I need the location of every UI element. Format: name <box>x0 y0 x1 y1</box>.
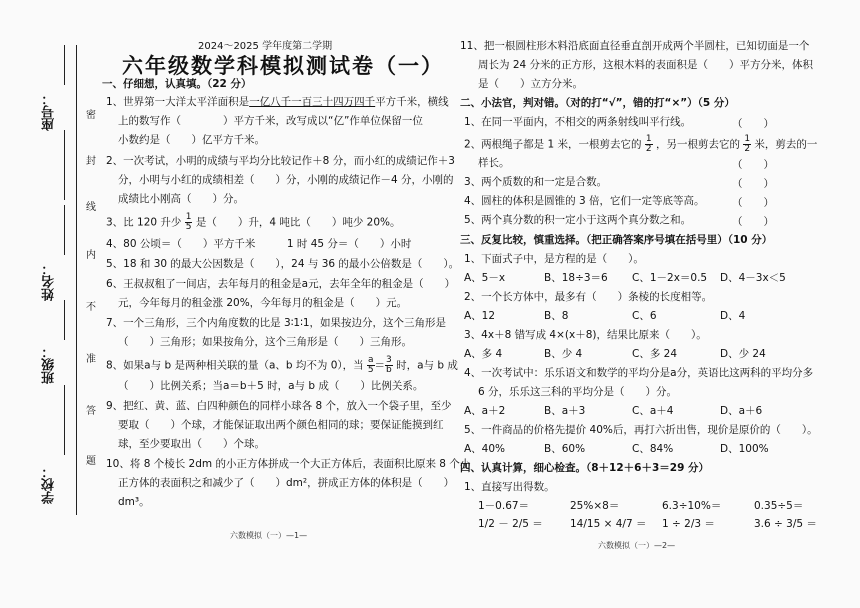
fraction-numerator: a <box>368 355 374 365</box>
calc-row-2 <box>478 518 817 531</box>
section-heading: 四、认真计算，细心检查。（8＋12＋6＋3＝29 分） <box>460 462 710 474</box>
seal-char: 准 <box>86 354 96 365</box>
option-a: A、12 <box>464 310 496 322</box>
calc-item: 25%×8＝ <box>570 500 620 512</box>
calc-item: 6.3÷10%＝ <box>662 500 722 512</box>
calc-item: 1－0.67＝ <box>478 500 530 512</box>
question-2-line2: 分，小明与小红的成绩相差（ ）分，小刚的成绩记作－4 分，小刚的 <box>118 174 454 186</box>
option-b: B、60% <box>544 443 586 455</box>
question-2-line3: 成绩比小刚高（ ）分。 <box>118 193 244 205</box>
option-a: A、40% <box>464 443 506 455</box>
seal-char: 题 <box>86 456 96 467</box>
judge-item-4: 4、圆柱的体积是圆锥的 3 倍，它们一定等底等高。 <box>464 195 705 207</box>
question-10-line3: dm³。 <box>118 496 150 508</box>
seal-char: 不 <box>86 302 96 313</box>
choice-3: 3、4x＋8 错写成 4×(x＋8)，结果比原来（ ）。 <box>464 329 707 341</box>
q3-text: 3、比 120 升少 <box>106 216 182 229</box>
fraction-denominator: b <box>386 365 392 375</box>
question-11-line2: 周长为 24 分米的正方形，这根木料的表面积是（ ）平方分米，体积 <box>478 59 814 71</box>
question-9: 9、把红、黄、蓝、白四种颜色的同样小球各 8 个，放入一个袋子里，至少 <box>106 400 452 412</box>
section-heading: 三、反复比较，慎重选择。（把正确答案序号填在括号里）（10 分） <box>460 234 773 246</box>
question-7-line2: （ ）三角形；如果按角分，这个三角形是（ ）三角形。 <box>118 336 412 348</box>
question-5: 5、18 和 30 的最大公因数是（ ），24 与 36 的最小公倍数是（ ）。 <box>106 258 460 270</box>
choice-2: 2、一个长方体中，最多有（ ）条棱的长度相等。 <box>464 291 713 303</box>
option-c: C、6 <box>632 310 657 322</box>
judge-item-2-line2: 样长。 <box>478 157 510 169</box>
calc-intro: 1、直接写出得数。 <box>464 481 555 493</box>
q3-text: 是（ ）升，4 吨比（ ）吨少 20%。 <box>195 216 401 229</box>
judge-item-1: 1、在同一平面内，不相交的两条射线叫平行线。 <box>464 116 692 128</box>
answer-paren: （ ） <box>732 159 774 171</box>
calc-item: 1 ÷ 2/3 ＝ <box>662 518 715 530</box>
page-footer-right: 六数模拟（一）—2— <box>598 541 676 550</box>
option-c: C、1－2x＝0.5 <box>632 272 708 284</box>
option-b: B、8 <box>544 310 569 322</box>
student-number-blank <box>64 130 65 200</box>
q8-text: 8、如果a与 b 是两种相关联的量（a、b 均不为 0），当 <box>106 359 364 372</box>
question-2: 2、一次考试，小明的成绩与平均分比较记作＋8 分，而小红的成绩记作＋3 <box>106 155 455 167</box>
choice-3-options <box>464 348 766 361</box>
question-1 <box>106 96 449 109</box>
section-heading: 二、小法官，判对错。（对的打“√”，错的打“×”）（5 分） <box>460 97 735 109</box>
answer-paren: （ ） <box>732 216 774 228</box>
answer-paren: （ ） <box>732 118 774 130</box>
option-a: A、多 4 <box>464 348 503 360</box>
choice-5: 5、一件商品的价格先提价 40%后，再打六折出售，现价是原价的（ ）。 <box>464 424 818 436</box>
choice-2-options <box>464 310 745 323</box>
school-blank <box>64 385 65 455</box>
calc-item: 1/2 － 2/5 ＝ <box>478 518 543 530</box>
judge-item-2 <box>464 135 817 154</box>
question-6-line2: 元，今年每月的租金涨 20%，今年每月的租金是（ ）元。 <box>118 297 408 309</box>
option-a: A、a＋2 <box>464 405 506 417</box>
name-blank <box>64 205 65 255</box>
question-9-line3: 球，至少要取出（ ）个球。 <box>118 438 265 450</box>
option-b: B、18÷3＝6 <box>544 272 608 284</box>
calc-item: 0.35÷5＝ <box>754 500 804 512</box>
seal-char: 内 <box>86 250 96 261</box>
option-d: D、4 <box>720 310 746 322</box>
fraction-denominator: 5 <box>367 365 374 375</box>
fraction-numerator: 1 <box>645 134 652 144</box>
fraction-numerator: 1 <box>744 134 751 144</box>
calc-row-1 <box>478 500 803 513</box>
page-title: 六年级数学科模拟测试卷（一） <box>122 54 444 78</box>
choice-1: 1、下面式子中，是方程的是（ ）。 <box>464 253 644 265</box>
seal-char: 答 <box>86 406 96 417</box>
student-number-label: 座号： <box>42 92 57 131</box>
calc-item: 3.6 ÷ 3/5 ＝ <box>754 518 817 530</box>
option-b: B、少 4 <box>544 348 583 360</box>
class-blank <box>64 300 65 340</box>
choice-4-options <box>464 405 762 418</box>
fraction-denominator: 2 <box>744 144 751 154</box>
j2-fraction-a <box>645 135 653 154</box>
seal-char: 线 <box>86 202 96 213</box>
section-heading: 一、仔细想，认真填。（22 分） <box>102 78 252 90</box>
q8-text: 时，a与 b 成 <box>396 359 458 372</box>
fraction-denominator: 5 <box>185 222 192 232</box>
seal-char: 封 <box>86 156 96 167</box>
j2-text: ，另一根剪去它的 <box>655 138 740 151</box>
calc-item: 14/15 × 4/7 ＝ <box>570 518 647 530</box>
answer-paren: （ ） <box>732 178 774 190</box>
option-c: C、a＋4 <box>632 405 674 417</box>
equals-sign: ＝ <box>374 359 386 372</box>
j2-fraction-b <box>743 135 751 154</box>
answer-paren: （ ） <box>732 197 774 209</box>
q1-text: 平方千米，横线 <box>375 96 449 108</box>
student-number-rule <box>64 45 65 85</box>
question-1-line3: 小数约是（ ）亿平方千米。 <box>118 134 265 146</box>
option-d: D、4－3x＜5 <box>720 272 786 284</box>
question-10: 10、将 8 个棱长 2dm 的小正方体拼成一个大正方体后，表面积比原来 8 个小 <box>106 458 471 470</box>
choice-4-line2: 6 分，乐乐这三科的平均分是（ ）分。 <box>478 386 678 398</box>
question-8-line2: （ ）比例关系；当a＝b＋5 时，a与 b 成（ ）比例关系。 <box>118 380 424 392</box>
question-6: 6、王叔叔租了一间店，去年每月的租金是a元，去年全年的租金是（ ） <box>106 278 456 290</box>
option-c: C、84% <box>632 443 674 455</box>
seal-char: 密 <box>86 110 96 121</box>
question-9-line2: 要取（ ）个球，才能保证取出两个颜色相同的球；要保证能摸到红 <box>118 419 444 431</box>
option-d: D、100% <box>720 443 769 455</box>
question-8 <box>106 356 458 375</box>
q1-text: 1、世界第一大洋太平洋面积是 <box>106 96 250 108</box>
question-10-line2: 正方体的表面积之和减少了（ ）dm²，拼成正方体的体积是（ ） <box>118 477 455 489</box>
judge-item-5: 5、两个真分数的积一定小于这两个真分数之和。 <box>464 214 692 226</box>
school-label: 学校： <box>42 465 57 504</box>
question-4: 4、80 公顷＝（ ）平方千米 1 时 45 分＝（ ）小时 <box>106 238 412 250</box>
option-b: B、a＋3 <box>544 405 586 417</box>
j2-text: 米，剪去的一 <box>754 138 818 151</box>
q8-fraction-b <box>385 356 393 375</box>
option-d: D、a＋6 <box>720 405 763 417</box>
option-d: D、少 24 <box>720 348 766 360</box>
question-11-line3: 是（ ）立方分米。 <box>478 78 583 90</box>
q3-fraction <box>185 213 193 232</box>
q1-underlined-number: 一亿八千一百三十四万四千 <box>249 96 376 108</box>
q8-fraction-a <box>367 356 375 375</box>
fraction-numerator: 1 <box>185 212 192 222</box>
fraction-denominator: 2 <box>645 144 652 154</box>
judge-item-3: 3、两个质数的和一定是合数。 <box>464 176 608 188</box>
name-label: 姓名： <box>42 262 57 301</box>
page-footer-left: 六数模拟（一）—1— <box>230 531 308 540</box>
option-c: C、多 24 <box>632 348 678 360</box>
choice-5-options <box>464 443 769 456</box>
school-year: 2024～2025 学年度第二学期 <box>198 41 333 52</box>
seal-line <box>76 45 77 515</box>
option-a: A、5－x <box>464 272 506 284</box>
question-11: 11、把一根圆柱形木料沿底面直径垂直剖开成两个半圆柱，已知切面是一个 <box>460 40 810 52</box>
question-1-line2: 上的数写作（ ）平方千米，改写成以“亿”作单位保留一位 <box>118 115 423 127</box>
question-3 <box>106 213 401 232</box>
question-7: 7、一个三角形，三个内角度数的比是 3∶1∶1，如果按边分，这个三角形是 <box>106 317 447 329</box>
j2-text: 2、两根绳子都是 1 米，一根剪去它的 <box>464 138 642 151</box>
class-label: 班级： <box>42 345 57 384</box>
fraction-numerator: 3 <box>386 355 392 365</box>
choice-4: 4、一次考试中：乐乐语文和数学的平均分是a分，英语比这两科的平均分多 <box>464 367 814 379</box>
choice-1-options <box>464 272 786 285</box>
